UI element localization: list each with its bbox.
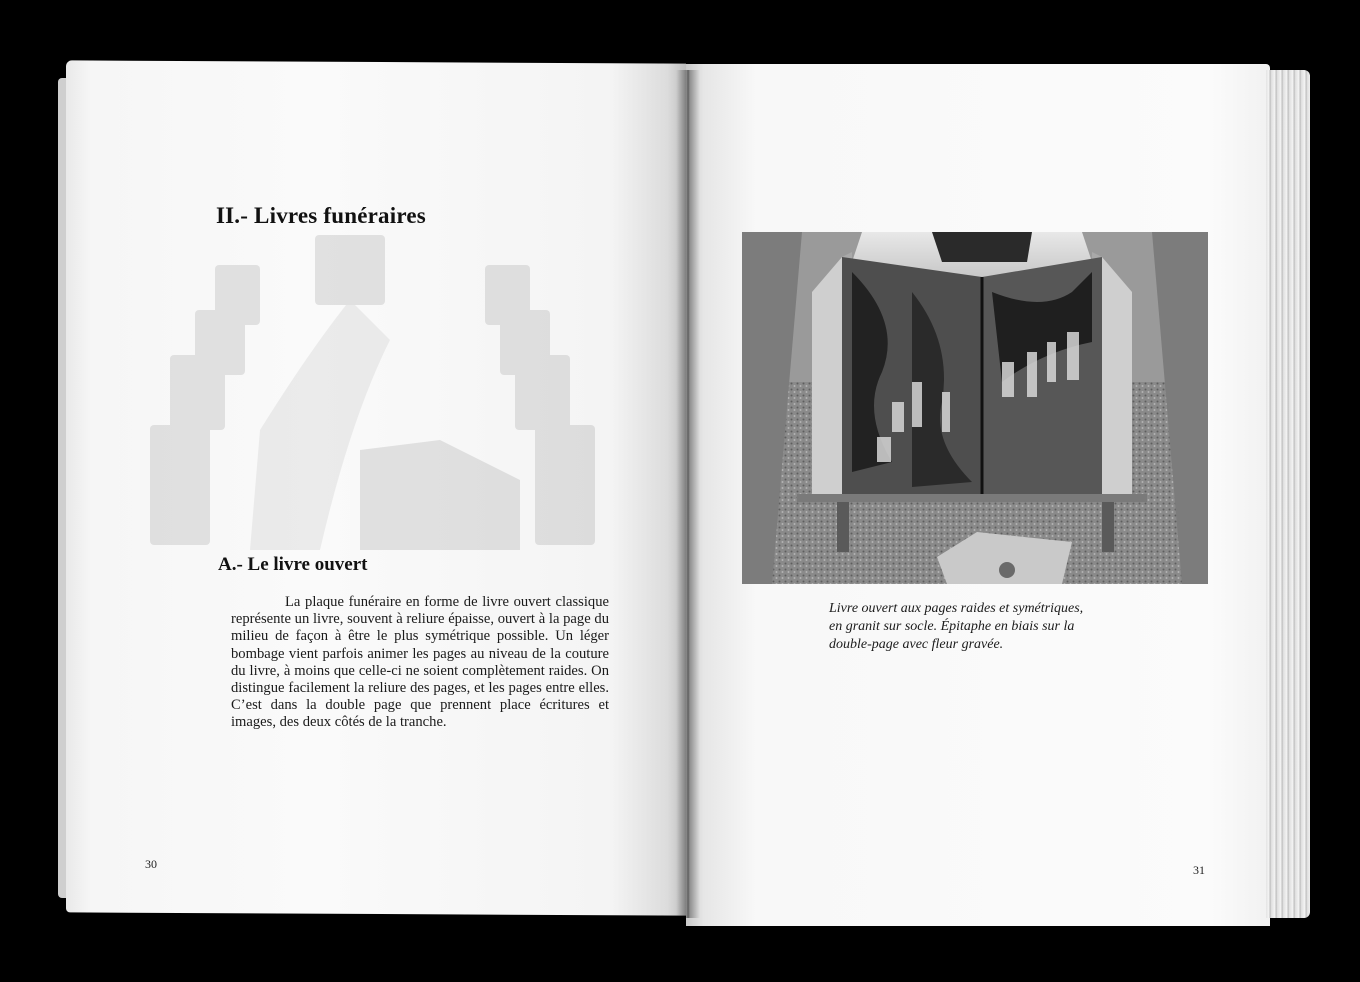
page-number-right: 31 bbox=[1193, 863, 1205, 877]
page-stack-edge bbox=[1266, 70, 1310, 918]
photo-caption bbox=[829, 600, 1129, 654]
book-gutter bbox=[676, 70, 700, 918]
caption-line-1: Livre ouvert aux pages raides et symétriques, bbox=[829, 601, 1084, 616]
chapter-title: II.- Livres funéraires bbox=[216, 203, 426, 228]
caption-line-2: en granit sur socle. Épitaphe en biais sur la bbox=[829, 619, 1075, 634]
section-title: A.- Le livre ouvert bbox=[218, 554, 368, 575]
page-number-left: 30 bbox=[145, 857, 157, 871]
ghost-chairs-illustration bbox=[140, 230, 610, 560]
caption-line-3: double-page avec fleur gravée. bbox=[829, 637, 1004, 652]
body-paragraph: La plaque funéraire en forme de livre ouvert classique représente un livre, souvent à reliure épaisse, ouvert à la page du milieu de façon à être le plus symétrique possible. Un léger bombage vient parfois animer les pages au niveau de la couture du livre, à moins que celle-ci ne soient complètement raides. On distingue facilement la reliure des pages, et les pages entre elles. C’est dans la double page que prennent place écritures et images, des deux côtés de la tranche. bbox=[231, 594, 609, 731]
open-stone-book-photo bbox=[742, 232, 1208, 584]
